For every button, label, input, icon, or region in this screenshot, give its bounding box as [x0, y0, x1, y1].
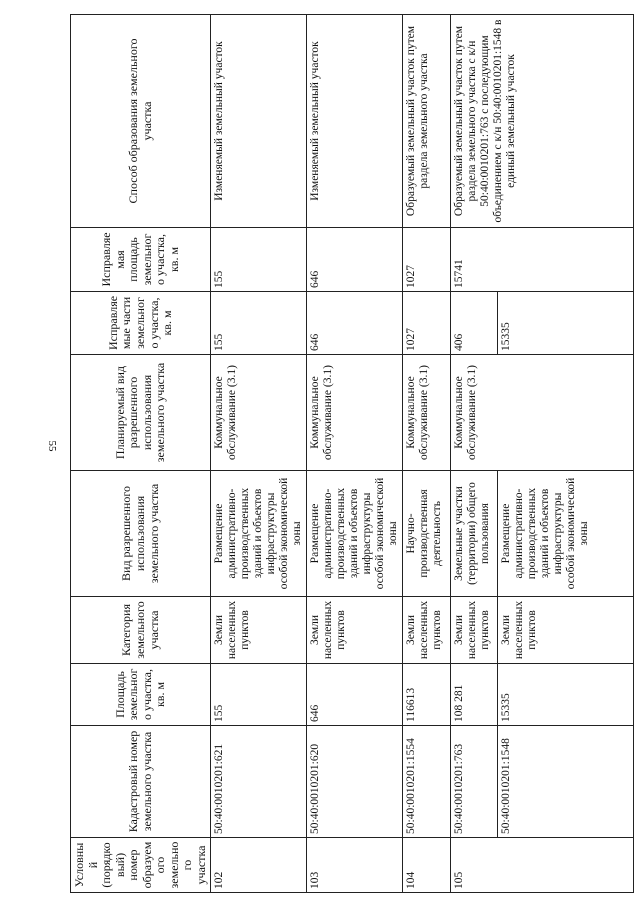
cell-parts: 15335: [498, 292, 634, 355]
header-cell-method: Способ образования земельного участка: [71, 15, 211, 228]
cell-planned-use-empty: [498, 355, 634, 471]
cell-use: Размещение административно-производственных зданий и объектов инфраструктуры особой экономической зоны: [211, 471, 307, 597]
cell-planned-use: Коммунальное обслуживание (3.1): [307, 355, 403, 471]
cell-corrected-area: 155: [211, 228, 307, 292]
cell-area: 108 281: [451, 664, 498, 726]
cell-area: 116613: [403, 664, 451, 726]
cell-parts: 406: [451, 292, 498, 355]
land-plots-table: [70, 14, 634, 893]
cell-planned-use: Коммунальное обслуживание (3.1): [451, 355, 498, 471]
cell-planned-use: Коммунальное обслуживание (3.1): [403, 355, 451, 471]
cell-method: Образуемый земельный участок путем раздела земельного участка: [403, 15, 451, 228]
cell-number: 105: [451, 838, 634, 893]
header-cell-category: Категория земельного участка: [71, 597, 211, 664]
cell-parts: 155: [211, 292, 307, 355]
page-number: 55: [46, 440, 58, 452]
rotated-table-wrapper: [70, 15, 604, 893]
header-row: [71, 15, 211, 893]
cell-method: Образуемый земельный участок путем раздела земельного участка с к/н 50:40:0010201:763 с последующим объединением с к/н 50:40:0010201:1548 в единый земельный участок: [451, 15, 634, 228]
cell-corrected-area-empty: [498, 228, 634, 292]
header-cell-number: Условный (порядковый) номер образуемого земельного участка: [71, 838, 211, 893]
cell-category: Земли населенных пунктов: [498, 597, 634, 664]
cell-number: 102: [211, 838, 307, 893]
cell-parts: 646: [307, 292, 403, 355]
cell-cadastral: 50:40:0010201:763: [451, 726, 498, 838]
header-cell-use: Вид разрешенного использования земельного участка: [71, 471, 211, 597]
cell-use: Научно-производственная деятельность: [403, 471, 451, 597]
cell-corrected-area: 646: [307, 228, 403, 292]
cell-cadastral: 50:40:0010201:621: [211, 726, 307, 838]
table-row: [451, 15, 498, 893]
cell-parts: 1027: [403, 292, 451, 355]
cell-use: Земельные участки (территории) общего пользования: [451, 471, 498, 597]
cell-corrected-area: 1027: [403, 228, 451, 292]
cell-area: 15335: [498, 664, 634, 726]
header-cell-corrected-area: Исправляемая площадь земельного участка, кв. м: [71, 228, 211, 292]
cell-use: Размещение административно-производственных зданий и объектов инфраструктуры особой экономической зоны: [307, 471, 403, 597]
cell-area: 646: [307, 664, 403, 726]
cell-cadastral: 50:40:0010201:1548: [498, 726, 634, 838]
cell-cadastral: 50:40:0010201:620: [307, 726, 403, 838]
cell-cadastral: 50:40:0010201:1554: [403, 726, 451, 838]
cell-method: Изменяемый земельный участок: [211, 15, 307, 228]
cell-area: 155: [211, 664, 307, 726]
cell-use: Размещение административно-производственных зданий и объектов инфраструктуры особой экономической зоны: [498, 471, 634, 597]
table-row: [307, 15, 403, 893]
cell-number: 104: [403, 838, 451, 893]
cell-number: 103: [307, 838, 403, 893]
cell-planned-use: Коммунальное обслуживание (3.1): [211, 355, 307, 471]
header-cell-cadastral: Кадастровый номер земельного участка: [71, 726, 211, 838]
cell-method: Изменяемый земельный участок: [307, 15, 403, 228]
header-cell-planned-use: Планируемый вид разрешенного использования земельного участка: [71, 355, 211, 471]
header-cell-area: Площадь земельного участка, кв. м: [71, 664, 211, 726]
cell-category: Земли населенных пунктов: [403, 597, 451, 664]
cell-category: Земли населенных пунктов: [307, 597, 403, 664]
cell-corrected-area: 15741: [451, 228, 498, 292]
table-row: [403, 15, 451, 893]
cell-category: Земли населенных пунктов: [211, 597, 307, 664]
cell-category: Земли населенных пунктов: [451, 597, 498, 664]
table-row: [211, 15, 307, 893]
header-cell-parts: Исправляемые части земельного участка, кв. м: [71, 292, 211, 355]
